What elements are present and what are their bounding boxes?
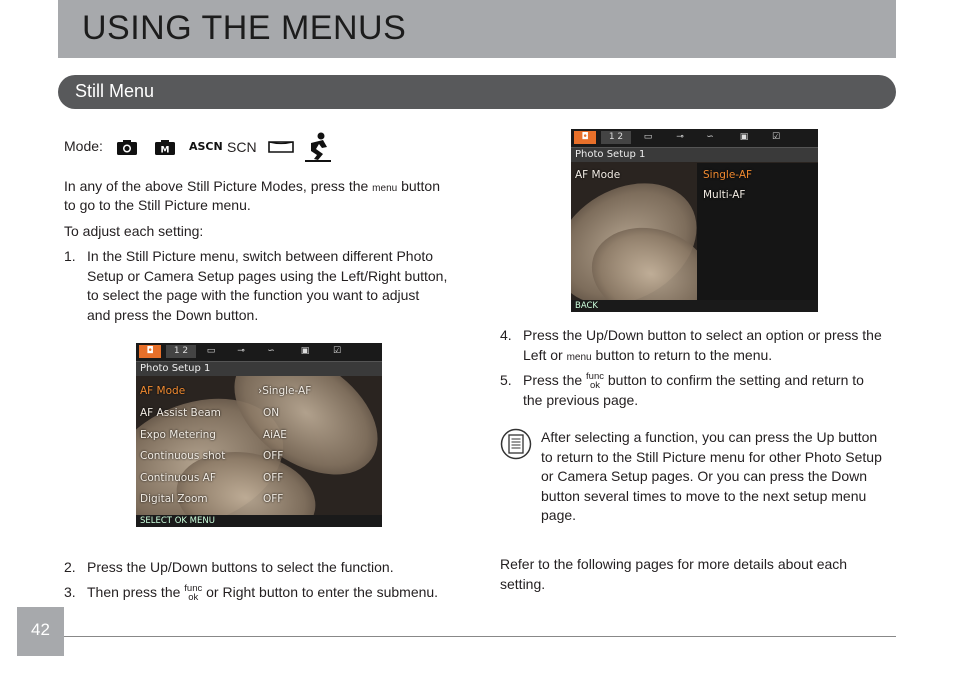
submenu-option-selected: Single-AF (703, 169, 753, 181)
camera-tab-icon: ◘ (139, 345, 161, 358)
camera-screen-af-mode (571, 129, 818, 312)
title-bar (58, 0, 896, 58)
menu-row-value: ›Single-AF (258, 385, 312, 397)
step-3 (64, 583, 484, 607)
step-1-line: to select the page with the function you want to adjust (87, 287, 420, 303)
menu-row-label: Continuous AF (140, 472, 216, 484)
screen-footer: SELECT OK MENU (136, 515, 382, 527)
key-tab-icon: ⊸ (237, 346, 245, 356)
func-ok-key: func ok (184, 583, 203, 604)
step-5-number: 5. (500, 372, 512, 388)
section-title: Still Menu (75, 81, 155, 101)
sports-icon (303, 131, 333, 163)
step-4 (500, 326, 900, 366)
page-title: USING THE MENUS (82, 9, 407, 47)
wave-tab-icon: ∽ (267, 346, 275, 356)
step-4-text: Press the Up/Down button to select an option or press the Left or menu button to return to the menu. (523, 327, 882, 363)
note-icon (500, 428, 532, 460)
menu-row-value: OFF (263, 472, 284, 484)
display-tab-icon: ▣ (739, 132, 749, 142)
note-text: After selecting a function, you can press the Up button to return to the Still Picture menu for other Photo Setup or Camera Setup pages. Or you can press the Down button several times to move to the next setup menu page. (541, 429, 882, 523)
mode-label: Mode: (64, 138, 103, 154)
panorama-icon (268, 140, 294, 154)
scn-label: SCN (227, 139, 257, 155)
settings-tab-icon: ☑ (332, 346, 342, 356)
menu-row-label: AF Mode (140, 385, 186, 397)
step-5-text: Press the func ok button to confirm the setting and return to the previous page. (523, 371, 864, 408)
step-4-number: 4. (500, 327, 512, 343)
screen-subtitle: Photo Setup 1 (571, 148, 818, 162)
step-1-line: In the Still Picture menu, switch between different Photo (87, 248, 434, 264)
submenu-option: Multi-AF (703, 189, 746, 201)
manual-camera-icon (154, 139, 176, 156)
auto-scene-icon: ASCN (189, 140, 223, 153)
step-1-line: Setup or Camera Setup pages using the Left/Right button, (87, 267, 448, 284)
step-1 (64, 247, 464, 327)
frame-tab-icon: ▭ (643, 132, 653, 142)
key-tab-icon: ⊸ (676, 132, 684, 142)
intro-line-1: In any of the above Still Picture Modes, press the menu button (64, 178, 441, 194)
step-2 (64, 558, 464, 578)
refer-text: Refer to the following pages for more details about each setting. (500, 556, 848, 592)
settings-tab-icon: ☑ (771, 132, 781, 142)
menu-key-label: menu (372, 183, 398, 194)
step-2-text: Press the Up/Down buttons to select the function. (87, 559, 394, 575)
menu-row-value: OFF (263, 450, 284, 462)
step-2-number: 2. (64, 559, 76, 575)
menu-row-label: AF Mode (575, 169, 621, 181)
step-3-number: 3. (64, 584, 76, 600)
page-tab: 1 2 (166, 345, 196, 358)
page-number: 42 (31, 620, 50, 639)
frame-tab-icon: ▭ (206, 346, 216, 356)
step-1-text (87, 247, 447, 325)
step-5 (500, 371, 900, 413)
menu-row-value: ON (263, 407, 280, 419)
menu-row-label: AF Assist Beam (140, 407, 221, 419)
intro-line-2: to go to the Still Picture menu. (64, 197, 251, 213)
footer-divider (62, 636, 896, 637)
manual-mode-letter: M (160, 145, 170, 156)
step-1-line: and press the Down button. (87, 306, 259, 323)
display-tab-icon: ▣ (300, 346, 310, 356)
step-3-text: Then press the func ok or Right button to enter the submenu. (87, 583, 439, 604)
page-tab: 1 2 (601, 131, 631, 144)
func-ok-key: func ok (586, 371, 604, 392)
screen-subtitle: Photo Setup 1 (136, 362, 382, 376)
wave-tab-icon: ∽ (706, 132, 714, 142)
page-number-box (17, 607, 64, 656)
menu-row-label: Digital Zoom (140, 493, 208, 505)
menu-row-label: Continuous shot (140, 450, 226, 462)
menu-row-label: Expo Metering (140, 429, 216, 441)
section-bar (58, 75, 896, 109)
screen-footer: BACK (571, 300, 818, 312)
step-1-number: 1. (64, 248, 76, 264)
adjust-heading: To adjust each setting: (64, 223, 204, 239)
camera-icon (116, 139, 138, 156)
menu-row-value: AiAE (263, 429, 287, 441)
menu-key-label: menu (566, 351, 592, 363)
menu-row-value: OFF (263, 493, 284, 505)
screen-tab-bar (136, 343, 382, 362)
submenu-panel (697, 163, 818, 300)
screen-tab-bar (571, 129, 818, 148)
camera-screen-photo-setup (136, 343, 382, 527)
camera-tab-icon: ◘ (574, 131, 596, 144)
